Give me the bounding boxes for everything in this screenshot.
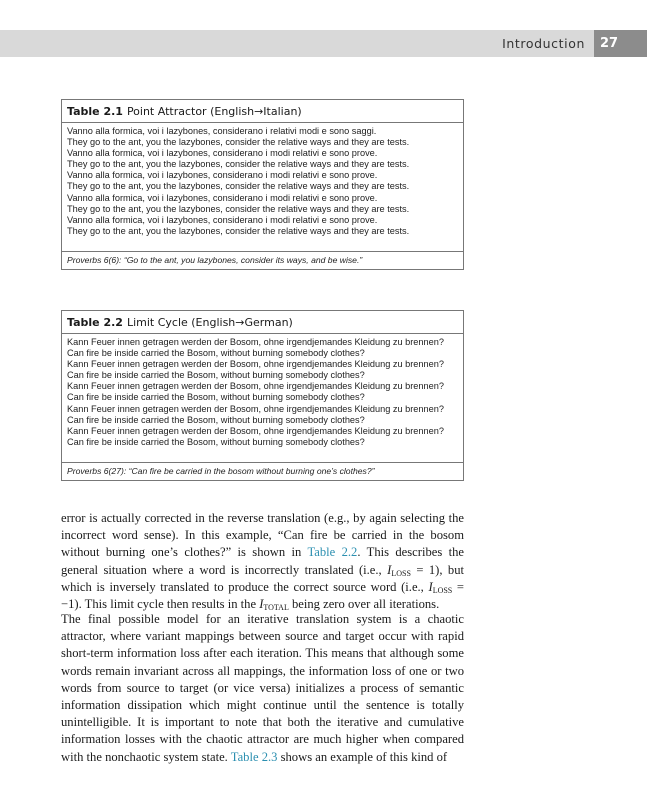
table-row: Kann Feuer innen getragen werden der Bosom, ohne irgendjemandes Kleidung zu brennen? (67, 403, 444, 414)
subscript-total: TOTAL (263, 603, 289, 613)
table-row: They go to the ant, you the lazybones, consider the relative ways and they are tests. (67, 159, 410, 170)
body-paragraph-2 (61, 611, 464, 766)
table-caption: Limit Cycle (English→German) (126, 316, 293, 329)
table-2-2-link[interactable]: Table 2.2 (307, 545, 358, 560)
table-label: Table 2.1 (67, 105, 123, 118)
table-row: Kann Feuer innen getragen werden der Bosom, ohne irgendjemandes Kleidung zu brennen? (67, 359, 444, 370)
table-row: Can fire be inside carried the Bosom, without burning somebody clothes? (67, 348, 365, 359)
table-row: Kann Feuer innen getragen werden der Bosom, ohne irgendjemandes Kleidung zu brennen? (67, 337, 444, 347)
table-2-1 (61, 99, 464, 270)
table-row: Vanno alla formica, voi i lazybones, considerano i modi relativi e sono prove. (67, 148, 378, 159)
table-row: They go to the ant, you the lazybones, consider the relative ways and they are tests. (67, 203, 410, 214)
table-row: Can fire be inside carried the Bosom, without burning somebody clothes? (67, 436, 365, 447)
table-row: Vanno alla formica, voi i lazybones, considerano i modi relativi e sono prove. (67, 170, 378, 181)
table-row: Vanno alla formica, voi i lazybones, considerano i relativi modi e sono saggi. (67, 126, 377, 136)
table-row: They go to the ant, you the lazybones, consider the relative ways and they are tests. (67, 181, 410, 192)
table-row: Kann Feuer innen getragen werden der Bosom, ohne irgendjemandes Kleidung zu brennen? (67, 425, 444, 436)
table-row: Can fire be inside carried the Bosom, without burning somebody clothes? (67, 414, 365, 425)
table-row: Can fire be inside carried the Bosom, without burning somebody clothes? (67, 370, 365, 381)
text-run: . This describes the general situation where a word is incorrectly translated (i.e., (61, 545, 464, 577)
body-paragraph-1 (61, 510, 464, 613)
text-run: shows an example of this kind of (277, 749, 448, 764)
subscript-loss: LOSS (391, 568, 411, 578)
subscript-loss: LOSS (432, 585, 453, 595)
page-number: 27 (594, 30, 647, 57)
table-row: Vanno alla formica, voi i lazybones, considerano i modi relativi e sono prove. (67, 214, 378, 225)
table-title (62, 311, 463, 334)
running-head: Introduction (502, 36, 585, 51)
table-title (62, 100, 463, 123)
table-caption: Point Attractor (English→Italian) (126, 105, 302, 118)
table-footnote: Proverbs 6(6): “Go to the ant, you lazybones, consider its ways, and be wise.” (62, 251, 463, 269)
table-row: They go to the ant, you the lazybones, consider the relative ways and they are tests. (67, 137, 410, 148)
text-run: being zero over all iterations. (288, 597, 440, 612)
table-row: Can fire be inside carried the Bosom, without burning somebody clothes? (67, 392, 365, 403)
variable-i: I (387, 562, 392, 577)
table-footnote: Proverbs 6(27): “Can fire be carried in the bosom without burning one’s clothes?” (62, 462, 463, 480)
text-run: error is actually corrected in the reverse translation (e.g., by again selecting the incorrect word sense). In this example, “Can fire be carried in the bosom without burning one’s clothes?” is shown in (61, 511, 464, 560)
table-2-3-link[interactable]: Table 2.3 (230, 749, 278, 764)
text-run: = −1). This limit cycle then results in the (61, 579, 464, 612)
table-rows (62, 123, 463, 239)
table-rows (62, 334, 463, 450)
table-row: Vanno alla formica, voi i lazybones, considerano i modi relativi e sono prove. (67, 192, 378, 203)
table-2-2 (61, 310, 464, 481)
table-row: They go to the ant, you the lazybones, consider the relative ways and they are tests. (67, 225, 410, 236)
variable-i: I (428, 579, 433, 594)
variable-i: I (259, 597, 264, 612)
text-run: = 1), but which is inversely translated to produce the correct source word (i.e., (61, 562, 464, 594)
text-run: The final possible model for an iterative translation system is a chaotic attractor, where variant mappings between source and target occur with rapid short-term information loss after each iteration. This means that although some words remain invariant across all mappings, the information loss of one or two words from source to target (or vice versa) initializes a process of semantic information dissipation which might continue until the sentence is totally unintelligible. It is important to note that both the iterative and cumulative information losses with the chaotic attractor are much higher when compared with the nonchaotic system state. (61, 612, 464, 764)
table-row: Kann Feuer innen getragen werden der Bosom, ohne irgendjemandes Kleidung zu brennen? (67, 381, 444, 392)
table-label: Table 2.2 (67, 316, 123, 329)
